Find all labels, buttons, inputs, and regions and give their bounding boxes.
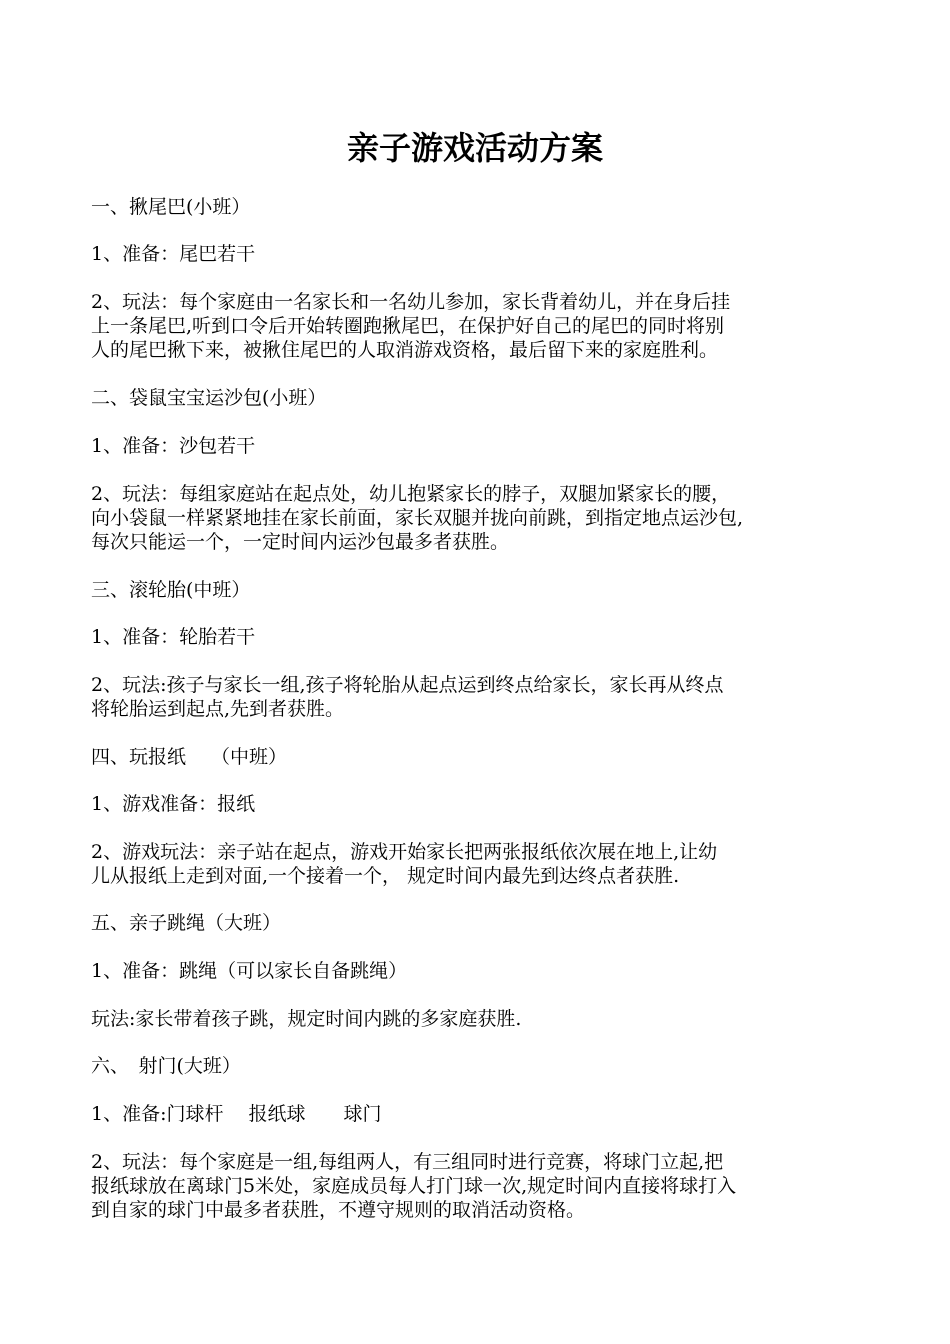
section-3-play-line: 2、玩法:孩子与家长一组,孩子将轮胎从起点运到终点给家长，家长再从终点 xyxy=(91,674,724,696)
section-5-play-line: 玩法:家长带着孩子跳，规定时间内跳的多家庭获胜. xyxy=(91,1008,522,1030)
section-2-play-line: 向小袋鼠一样紧紧地挂在家长前面，家长双腿并拢向前跳，到指定地点运沙包, xyxy=(91,507,744,529)
section-2-play-line: 2、玩法：每组家庭站在起点处，幼儿抱紧家长的脖子，双腿加紧家长的腰， xyxy=(91,483,731,505)
section-6-play xyxy=(91,1150,866,1222)
section-3-prep: 1、准备：轮胎若干 xyxy=(91,626,256,648)
section-3-play xyxy=(91,673,866,721)
section-5-prep: 1、准备：跳绳（可以家长自备跳绳） xyxy=(91,960,408,982)
section-6-prep: 1、准备:门球杆 报纸球 球门 xyxy=(91,1103,382,1125)
section-1-play-line: 人的尾巴揪下来，被揪住尾巴的人取消游戏资格，最后留下来的家庭胜利。 xyxy=(91,339,719,361)
section-4-prep: 1、游戏准备：报纸 xyxy=(91,793,256,815)
section-2-prep: 1、准备：沙包若干 xyxy=(91,435,256,457)
section-4-play xyxy=(91,840,866,888)
section-1-prep: 1、准备：尾巴若干 xyxy=(91,243,256,265)
section-1-play xyxy=(91,290,866,362)
section-3-heading: 三、滚轮胎(中班） xyxy=(91,579,251,601)
section-1-play-line: 2、玩法：每个家庭由一名家长和一名幼儿参加，家长背着幼儿，并在身后挂 xyxy=(91,291,731,313)
section-3-play-line: 将轮胎运到起点,先到者获胜。 xyxy=(91,698,345,720)
section-4-play-line: 2、游戏玩法：亲子站在起点，游戏开始家长把两张报纸依次展在地上,让幼 xyxy=(91,841,718,863)
section-6-heading: 六、 射门(大班） xyxy=(91,1055,241,1077)
section-2-heading: 二、袋鼠宝宝运沙包(小班） xyxy=(91,387,327,409)
section-1-play-line: 上一条尾巴,听到口令后开始转圈跑揪尾巴，在保护好自己的尾巴的同时将别 xyxy=(91,315,725,337)
section-6-play-line: 2、玩法：每个家庭是一组,每组两人，有三组同时进行竞赛，将球门立起,把 xyxy=(91,1151,724,1173)
section-4-heading: 四、玩报纸 （中班） xyxy=(91,746,288,768)
section-4-play-line: 儿从报纸上走到对面,一个接着一个， 规定时间内最先到达终点者获胜. xyxy=(91,865,680,887)
section-6-play-line: 到自家的球门中最多者获胜，不遵守规则的取消活动资格。 xyxy=(91,1199,586,1221)
section-2-play-line: 每次只能运一个，一定时间内运沙包最多者获胜。 xyxy=(91,531,510,553)
section-5-heading: 五、亲子跳绳（大班） xyxy=(91,912,282,934)
section-2-play xyxy=(91,482,866,554)
section-5-play xyxy=(91,1007,866,1031)
section-6-play-line: 报纸球放在离球门5米处，家庭成员每人打门球一次,规定时间内直接将球打入 xyxy=(91,1175,737,1197)
document-title: 亲子游戏活动方案 xyxy=(346,129,603,167)
section-1-heading: 一、揪尾巴(小班） xyxy=(91,196,251,218)
